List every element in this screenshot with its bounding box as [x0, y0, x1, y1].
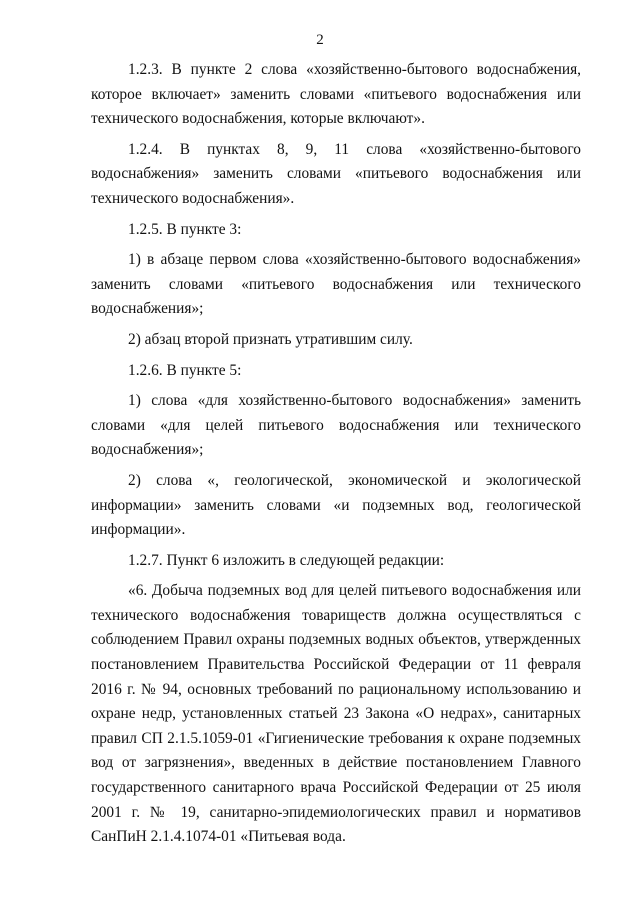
paragraph-1-2-5-heading: 1.2.5. В пункте 3: [128, 220, 242, 238]
paragraph-1-2-7-heading: 1.2.7. Пункт 6 изложить в следующей редакции: [128, 551, 445, 569]
paragraph-1-2-6-item-1: 1) слова «для хозяйственно-бытового водоснабжения» заменить словами «для целей питьевого водоснабжения или технического водоснабжения»; [91, 392, 581, 459]
paragraph-1-2-5-item-2: 2) абзац второй признать утратившим силу. [128, 330, 413, 348]
paragraph-1-2-6-item-2: 2) слова «, геологической, экономической и экологической информации» заменить словами «и подземных вод, геологической информации». [91, 471, 581, 539]
paragraph-1-2-4: 1.2.4. В пунктах 8, 9, 11 слова «хозяйственно-бытового водоснабжения» заменить словами «питьевого водоснабжения или технического водоснабжения». [91, 140, 581, 207]
paragraph-1-2-5-item-1: 1) в абзаце первом слова «хозяйственно-бытового водоснабжения» заменить словами «питьевого водоснабжения или технического водоснабжения»; [91, 251, 581, 318]
page-number: 2 [316, 32, 324, 48]
document-body [91, 58, 581, 856]
paragraph-point-6-text: «6. Добыча подземных вод для целей питьевого водоснабжения или технического водоснабжения товариществ должна осуществляться с соблюдением Правил охраны подземных водных объектов, утвержденных постановлением Правительства Российской Федерации от 11 февраля 2016 г. № 94, основных требований по рациональному использованию и охране недр, установленных статьей 23 Закона «О недрах», санитарных правил СП 2.1.5.1059-01 «Гигиенические требования к охране подземных вод от загрязнения», введенных в действие постановлением Главного государственного санитарного врача Российской Федерации от 25 июля 2001 г. № 19, санитарно-эпидемиологических правил и нормативов СанПиН 2.1.4.1074-01 «Питьевая вода. [91, 582, 581, 846]
paragraph-1-2-6-heading: 1.2.6. В пункте 5: [128, 361, 242, 379]
paragraph-1-2-3: 1.2.3. В пункте 2 слова «хозяйственно-бытового водоснабжения, которое включает» заменить словами «питьевого водоснабжения или технического водоснабжения, которые включают». [91, 61, 581, 128]
